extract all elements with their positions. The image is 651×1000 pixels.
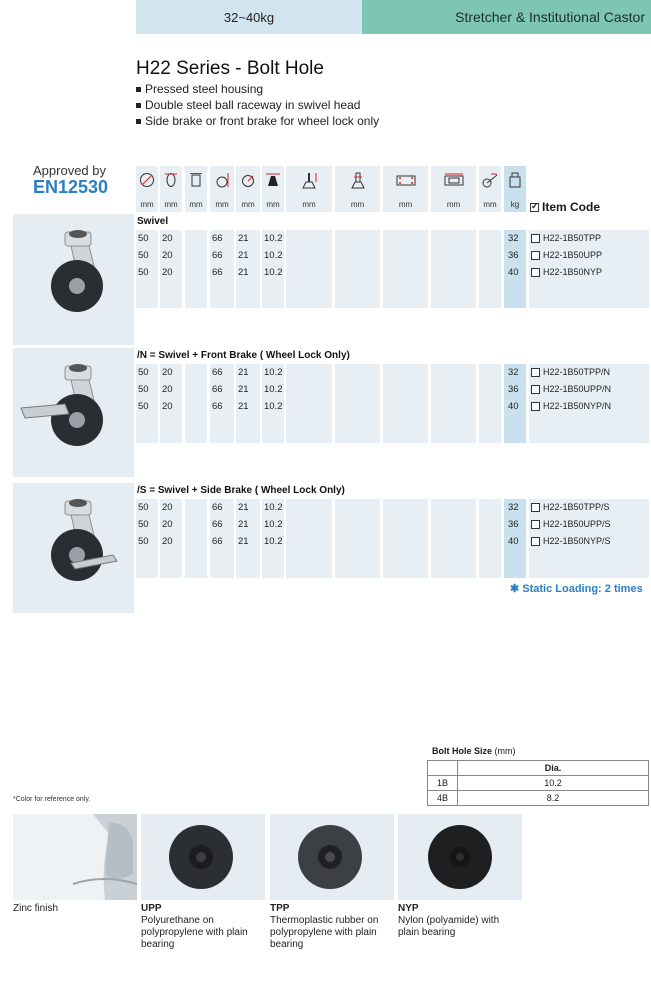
spec-value: 20 — [162, 367, 173, 378]
spec-value: 10.2 — [264, 367, 283, 378]
swivel-radius-col-header — [236, 166, 260, 212]
color-note: *Color for reference only. — [13, 796, 91, 803]
wheel-diameter-col-header — [136, 166, 158, 212]
spec-value: 21 — [238, 367, 249, 378]
bolt-code: 4B — [428, 791, 458, 806]
spec-value: 50 — [138, 233, 149, 244]
spec-value: 10.2 — [264, 519, 283, 530]
spec-value: 66 — [212, 267, 223, 278]
tpp-wheel-icon — [270, 814, 394, 900]
nyp-wheel-icon — [398, 814, 522, 900]
finish-caption — [398, 903, 522, 939]
item-code: H22-1B50NYP/N — [543, 401, 612, 411]
spec-column — [185, 230, 207, 308]
bolt-hole-title — [432, 746, 516, 756]
spec-value: 21 — [238, 502, 249, 513]
spec-column — [431, 499, 476, 578]
finish-code: UPP — [141, 903, 162, 914]
spec-value: 20 — [162, 384, 173, 395]
item-checkbox[interactable] — [531, 234, 540, 243]
wheel-diameter-icon — [139, 172, 155, 188]
load-range-text: 32~40kg — [223, 9, 275, 25]
unit-label: mm — [241, 200, 255, 209]
unit-label: mm — [446, 200, 461, 209]
bolt-dia: 10.2 — [458, 776, 649, 791]
spec-column — [335, 499, 380, 578]
item-checkbox[interactable] — [531, 385, 540, 394]
caster-side-brake-icon — [13, 483, 134, 613]
item-code-label: Item Code — [542, 200, 601, 214]
spec-column — [286, 230, 332, 308]
item-checkbox[interactable] — [531, 520, 540, 529]
spec-value: 66 — [212, 233, 223, 244]
item-checkbox[interactable] — [531, 368, 540, 377]
stem-height-icon — [300, 172, 318, 190]
tread-width-icon — [188, 172, 204, 188]
upp-wheel-icon — [141, 814, 265, 900]
spec-value: 20 — [162, 536, 173, 547]
spec-value: 66 — [212, 502, 223, 513]
bolt-hole-spacing-col-header — [431, 166, 476, 212]
spec-value: 21 — [238, 401, 249, 412]
bolt-hole-unit: (mm) — [494, 746, 516, 756]
feature-text: Pressed steel housing — [145, 82, 264, 96]
spec-value: 50 — [138, 502, 149, 513]
spec-value: 66 — [212, 250, 223, 261]
unit-label: mm — [164, 200, 178, 209]
offset-col-header — [479, 166, 501, 212]
item-code-row[interactable] — [531, 536, 611, 546]
spec-value: 21 — [238, 536, 249, 547]
spec-column — [335, 364, 380, 443]
spec-value: 50 — [138, 267, 149, 278]
item-code-row[interactable] — [531, 401, 611, 411]
spec-value: 40 — [508, 401, 519, 412]
spec-value: 10.2 — [264, 502, 283, 513]
spec-value: 32 — [508, 502, 519, 513]
item-code-header — [530, 200, 600, 214]
finish-name: Zinc finish — [13, 903, 59, 914]
item-code-row[interactable] — [531, 233, 601, 243]
item-code: H22-1B50TPP/S — [543, 502, 610, 512]
table-row — [428, 776, 649, 791]
bolt-hole-table — [427, 760, 649, 806]
spec-value: 10.2 — [264, 401, 283, 412]
swivel-radius-icon — [240, 172, 256, 188]
nyp-wheel-image — [398, 814, 522, 900]
item-code: H22-1B50NYP — [543, 267, 603, 277]
wheel-width-col-header — [160, 166, 182, 212]
bolt-hole-icon — [265, 172, 281, 188]
caster-product-image — [13, 483, 134, 613]
item-checkbox[interactable] — [531, 537, 540, 546]
item-checkbox[interactable] — [531, 268, 540, 277]
spec-value: 50 — [138, 250, 149, 261]
spec-value: 21 — [238, 267, 249, 278]
overall-height-icon — [214, 172, 230, 188]
spec-column — [286, 499, 332, 578]
table-row — [428, 761, 649, 776]
load-weight-icon — [508, 172, 522, 188]
spec-value: 21 — [238, 519, 249, 530]
spec-column — [479, 230, 501, 308]
spec-value: 50 — [138, 367, 149, 378]
plate-size-col-header — [383, 166, 428, 212]
caster-front-brake-icon — [13, 348, 134, 477]
table-row — [428, 791, 649, 806]
spec-value: 10.2 — [264, 233, 283, 244]
page-title: H22 Series - Bolt Hole — [136, 58, 324, 79]
spec-column — [479, 364, 501, 443]
spec-value: 50 — [138, 384, 149, 395]
spec-column — [431, 230, 476, 308]
feature-item — [136, 97, 379, 113]
load-weight-col-header — [504, 166, 526, 212]
tread-width-col-header — [185, 166, 207, 212]
spec-column — [383, 364, 428, 443]
zinc-finish-image — [13, 814, 137, 900]
spec-value: 32 — [508, 367, 519, 378]
stem-height-col-header — [286, 166, 332, 212]
spec-value: 10.2 — [264, 536, 283, 547]
upp-wheel-image — [141, 814, 265, 900]
item-code: H22-1B50NYP/S — [543, 536, 611, 546]
finish-name: Thermoplastic rubber on polypropylene with plain bearing — [270, 915, 379, 950]
spec-value: 36 — [508, 250, 519, 261]
zinc-swatch-icon — [13, 814, 137, 900]
spec-value: 10.2 — [264, 384, 283, 395]
spec-value: 10.2 — [264, 267, 283, 278]
feature-text: Double steel ball raceway in swivel head — [145, 98, 361, 112]
caster-swivel-icon — [13, 214, 134, 345]
spec-value: 21 — [238, 233, 249, 244]
spec-value: 20 — [162, 519, 173, 530]
item-code-row[interactable] — [531, 502, 610, 512]
spec-value: 20 — [162, 502, 173, 513]
spec-column — [185, 364, 207, 443]
spec-value: 40 — [508, 536, 519, 547]
item-code: H22-1B50UPP — [543, 250, 603, 260]
item-code-row[interactable] — [531, 250, 602, 260]
bullet-square-icon — [136, 103, 141, 108]
feature-item — [136, 113, 379, 129]
spec-column — [335, 230, 380, 308]
section-title: Swivel — [137, 216, 169, 227]
item-code: H22-1B50UPP/N — [543, 384, 612, 394]
bolt-code: 1B — [428, 776, 458, 791]
spec-column — [383, 230, 428, 308]
stem-size-icon — [349, 172, 367, 190]
spec-column — [431, 364, 476, 443]
bullet-square-icon — [136, 87, 141, 92]
bolt-hole-title-text: Bolt Hole Size — [432, 746, 493, 756]
category-text: Stretcher & Institutional Castor — [455, 9, 645, 25]
plate-size-icon — [395, 172, 417, 188]
unit-label: mm — [350, 200, 365, 209]
finish-name: Polyurethane on polypropylene with plain bearing — [141, 915, 248, 950]
unit-label: kg — [510, 200, 520, 209]
caster-product-image — [13, 348, 134, 477]
spec-value: 36 — [508, 384, 519, 395]
offset-icon — [481, 172, 499, 188]
feature-item — [136, 81, 379, 97]
item-code: H22-1B50UPP/S — [543, 519, 611, 529]
spec-value: 50 — [138, 536, 149, 547]
spec-value: 66 — [212, 384, 223, 395]
approval-label: Approved by — [33, 163, 106, 178]
checkbox-icon — [530, 203, 539, 212]
spec-value: 32 — [508, 233, 519, 244]
finish-name: Nylon (polyamide) with plain bearing — [398, 915, 500, 938]
spec-column — [383, 499, 428, 578]
unit-label: mm — [189, 200, 203, 209]
spec-value: 20 — [162, 233, 173, 244]
feature-text: Side brake or front brake for wheel lock only — [145, 114, 380, 128]
bolt-dia: 8.2 — [458, 791, 649, 806]
spec-value: 66 — [212, 536, 223, 547]
spec-value: 50 — [138, 519, 149, 530]
unit-label: mm — [302, 200, 316, 209]
item-code: H22-1B50TPP/N — [543, 367, 611, 377]
overall-height-col-header — [210, 166, 234, 212]
item-code-row[interactable] — [531, 519, 611, 529]
section-title: /S = Swivel + Side Brake ( Wheel Lock Only) — [137, 485, 345, 496]
approval-standard: EN12530 — [33, 177, 109, 197]
category-header — [362, 0, 651, 34]
load-range-header — [136, 0, 362, 34]
item-code-row[interactable] — [531, 367, 610, 377]
unit-label: mm — [215, 200, 229, 209]
spec-column — [286, 364, 332, 443]
finish-caption — [13, 903, 137, 915]
item-checkbox[interactable] — [531, 402, 540, 411]
stem-size-col-header — [335, 166, 380, 212]
item-code-row[interactable] — [531, 384, 611, 394]
static-loading-note: ✱ Static Loading: 2 times — [510, 583, 643, 595]
spec-value: 21 — [238, 250, 249, 261]
spec-value: 66 — [212, 519, 223, 530]
bolt-hole-spacing-icon — [443, 172, 465, 188]
spec-value: 40 — [508, 267, 519, 278]
unit-label: mm — [483, 200, 497, 209]
bullet-square-icon — [136, 119, 141, 124]
section-title: /N = Swivel + Front Brake ( Wheel Lock Only) — [137, 350, 350, 361]
spec-value: 66 — [212, 367, 223, 378]
spec-value: 20 — [162, 250, 173, 261]
tpp-wheel-image — [270, 814, 394, 900]
item-code-row[interactable] — [531, 267, 602, 277]
spec-column — [479, 499, 501, 578]
finish-caption — [270, 903, 394, 951]
unit-label: mm — [266, 200, 280, 209]
unit-label: mm — [398, 200, 413, 209]
dia-header: Dia. — [458, 761, 649, 776]
item-checkbox[interactable] — [531, 503, 540, 512]
wheel-width-icon — [163, 172, 179, 188]
spec-value: 21 — [238, 384, 249, 395]
spec-value: 20 — [162, 267, 173, 278]
spec-value: 66 — [212, 401, 223, 412]
unit-label: mm — [140, 200, 154, 209]
caster-product-image — [13, 214, 134, 345]
spec-value: 10.2 — [264, 250, 283, 261]
spec-value: 20 — [162, 401, 173, 412]
spec-column — [185, 499, 207, 578]
item-code: H22-1B50TPP — [543, 233, 602, 243]
spec-value: 36 — [508, 519, 519, 530]
item-checkbox[interactable] — [531, 251, 540, 260]
finish-caption — [141, 903, 265, 951]
finish-code: NYP — [398, 903, 419, 914]
spec-value: 50 — [138, 401, 149, 412]
bolt-hole-col-header — [262, 166, 284, 212]
feature-list — [136, 81, 379, 129]
finish-code: TPP — [270, 903, 290, 914]
